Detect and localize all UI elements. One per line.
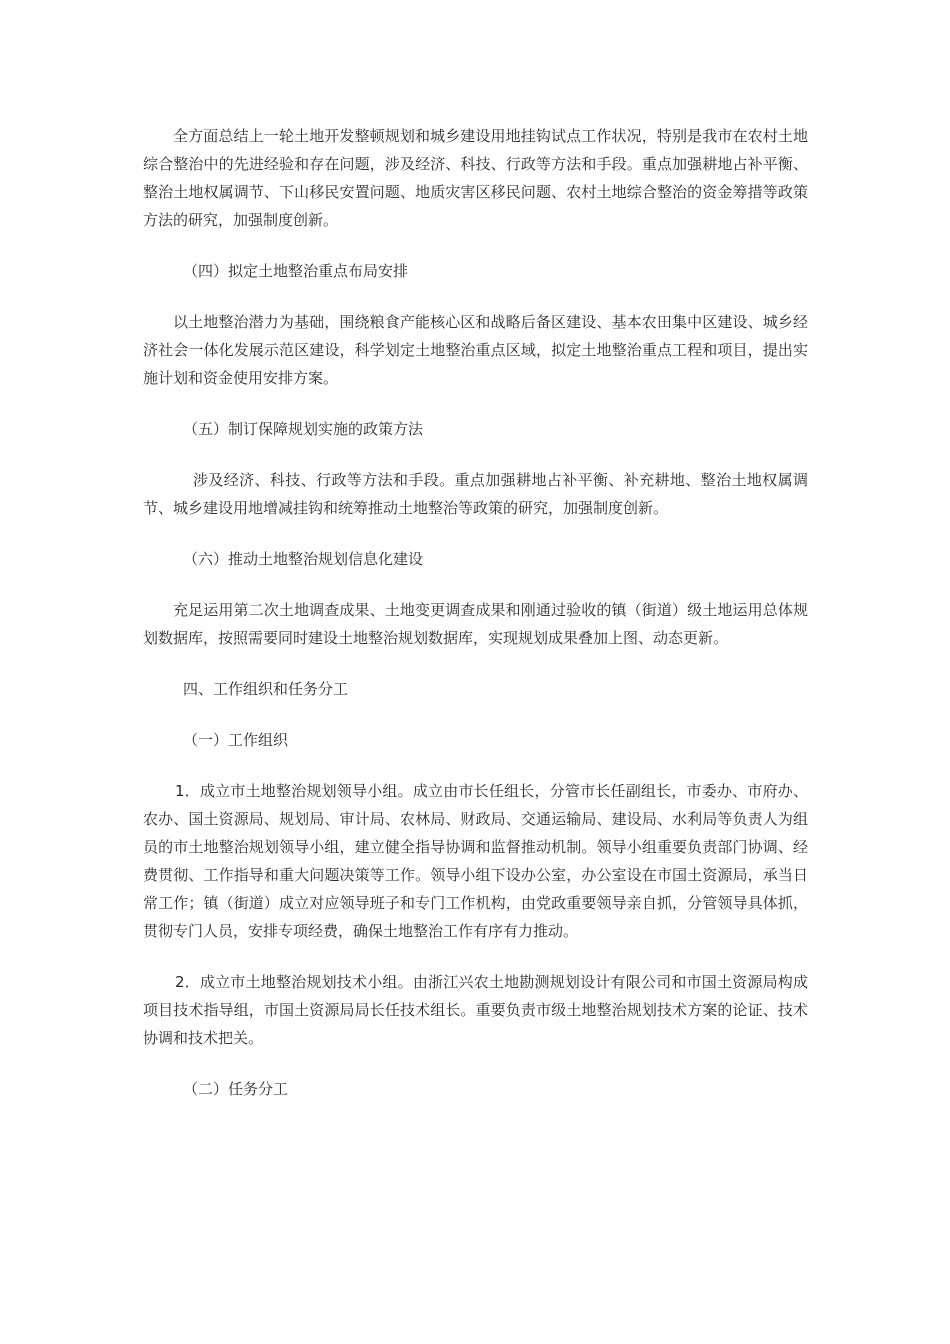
paragraph-informatization: 充足运用第二次土地调查成果、土地变更调查成果和刚通过验收的镇（街道）级土地运用总体规划数据库，按照需要同时建设土地整治规划数据库，实现规划成果叠加上图、动态更新。 [143,601,808,647]
heading-work-organization: （一）工作组织 [183,731,289,749]
section-heading-work-organization: 四、工作组织和任务分工 [183,680,349,698]
document-body [143,122,808,1126]
paragraph-policy-methods: 涉及经济、科技、行政等方法和手段。重点加强耕地占补平衡、补充耕地、整治土地权属调节、城乡建设用地增减挂钩和统筹推动土地整治等政策的研究，加强制度创新。 [143,471,808,517]
heading-task-division: （二）任务分工 [183,1080,289,1098]
paragraph-layout-plan: 以土地整治潜力为基础，围绕粮食产能核心区和战略后备区建设、基本农田集中区建设、城乡经济社会一体化发展示范区建设，科学划定土地整治重点区域，拟定土地整治重点工程和项目，提出实施计划和资金使用安排方案。 [143,313,808,387]
heading-layout-plan: （四）拟定土地整治重点布局安排 [183,262,409,280]
paragraph-leadership-group: 1．成立市土地整治规划领导小组。成立由市长任组长，分管市长任副组长，市委办、市府办、农办、国土资源局、规划局、审计局、农林局、财政局、交通运输局、建设局、水利局等负责人为组员的市土地整治规划领导小组，建立健全指导协调和监督推动机制。领导小组重要负责部门协调、经费贯彻、工作指导和重大问题决策等工作。领导小组下设办公室，办公室设在市国土资源局，承当日常工作；镇（街道）成立对应领导班子和专门工作机构，由党政重要领导亲自抓，分管领导具体抓，贯彻专门人员，安排专项经费，确保土地整治工作有序有力推动。 [143,782,808,940]
heading-informatization: （六）推动土地整治规划信息化建设 [183,550,424,568]
paragraph-summary: 全方面总结上一轮土地开发整顿规划和城乡建设用地挂钩试点工作状况，特别是我市在农村土地综合整治中的先进经验和存在问题，涉及经济、科技、行政等方法和手段。重点加强耕地占补平衡、整治土地权属调节、下山移民安置问题、地质灾害区移民问题、农村土地综合整治的资金筹措等政策方法的研究，加强制度创新。 [143,127,808,229]
heading-policy-methods: （五）制订保障规划实施的政策方法 [183,420,424,438]
paragraph-technical-group: 2．成立市土地整治规划技术小组。由浙江兴农土地勘测规划设计有限公司和市国土资源局构成项目技术指导组，市国土资源局局长任技术组长。重要负责市级土地整治规划技术方案的论证、技术协调和技术把关。 [143,973,808,1047]
